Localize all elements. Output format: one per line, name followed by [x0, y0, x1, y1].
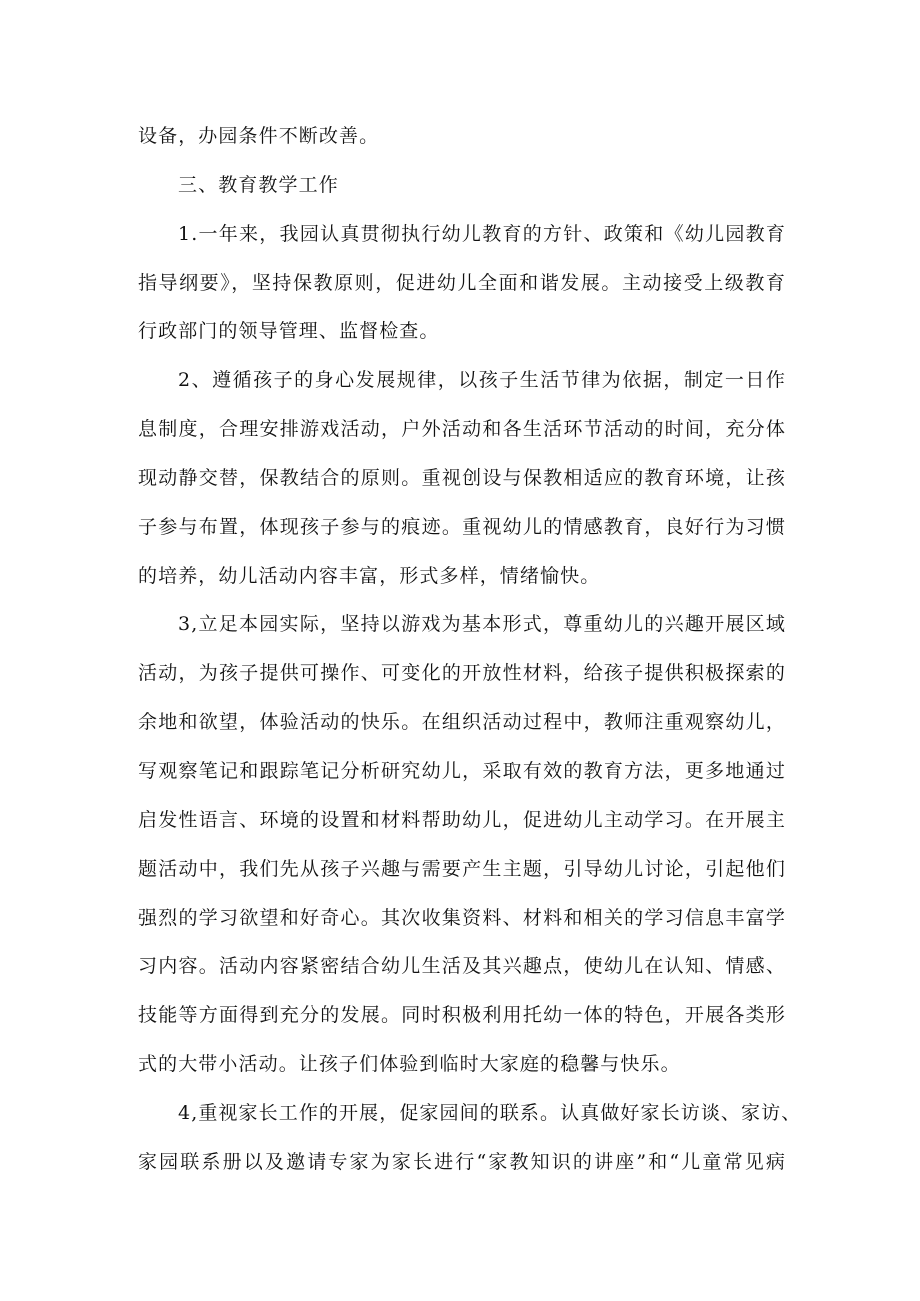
paragraph-1-line: 行政部门的领导管理、监督检查。 [138, 320, 440, 343]
paragraph-3-line: 写观察笔记和跟踪笔记分析研究幼儿，采取有效的教育方法，更多地通过 [138, 759, 786, 782]
document-body [138, 112, 802, 1187]
paragraph-1-line: 1.一年来，我园认真贯彻执行幼儿教育的方针、政策和《幼儿园教育 [178, 222, 786, 245]
paragraph-3-line: 题活动中，我们先从孩子兴趣与需要产生主题，引导幼儿讨论，引起他们 [138, 857, 786, 880]
paragraph-3-line: 习内容。活动内容紧密结合幼儿生活及其兴趣点，使幼儿在认知、情感、 [138, 955, 786, 978]
paragraph-4-line: 4,重视家长工作的开展，促家园间的联系。认真做好家长访谈、家访、 [178, 1101, 802, 1124]
paragraph-3-line: 余地和欲望，体验活动的快乐。在组织活动过程中，教师注重观察幼儿， [138, 711, 786, 734]
paragraph-1-line: 指导纲要》，坚持保教原则，促进幼儿全面和谐发展。主动接受上级教育 [138, 271, 786, 294]
body-line: 设备，办园条件不断改善。 [138, 125, 380, 147]
paragraph-2-line: 息制度，合理安排游戏活动，户外活动和各生活环节活动的时间，充分体 [138, 418, 786, 441]
paragraph-4-line: 家园联系册以及邀请专家为家长进行“家教知识的讲座”和“儿童常见病 [138, 1150, 786, 1173]
paragraph-2-line: 的培养，幼儿活动内容丰富，形式多样，情绪愉快。 [138, 564, 601, 587]
paragraph-2-line: 现动静交替，保教结合的原则。重视创设与保教相适应的教育环境，让孩 [138, 466, 786, 489]
paragraph-3-line: 3,立足本园实际，坚持以游戏为基本形式，尊重幼儿的兴趣开展区域 [178, 613, 786, 636]
paragraph-3-line: 启发性语言、环境的设置和材料帮助幼儿，促进幼儿主动学习。在开展主 [138, 808, 786, 831]
paragraph-3-line: 式的大带小活动。让孩子们体验到临时大家庭的稳馨与快乐。 [138, 1053, 681, 1076]
paragraph-2-line: 子参与布置，体现孩子参与的痕迹。重视幼儿的情感教育，良好行为习惯 [138, 515, 786, 538]
paragraph-3-line: 技能等方面得到充分的发展。同时积极利用托幼一体的特色，开展各类形 [138, 1004, 786, 1027]
paragraph-3-line: 活动，为孩子提供可操作、可变化的开放性材料，给孩子提供积极探索的 [138, 662, 786, 685]
paragraph-3-line: 强烈的学习欲望和好奇心。其次收集资料、材料和相关的学习信息丰富学 [138, 906, 786, 929]
paragraph-2-line: 2、遵循孩子的身心发展规律，以孩子生活节律为依据，制定一日作 [178, 369, 786, 392]
section-heading: 三、教育教学工作 [178, 173, 339, 196]
